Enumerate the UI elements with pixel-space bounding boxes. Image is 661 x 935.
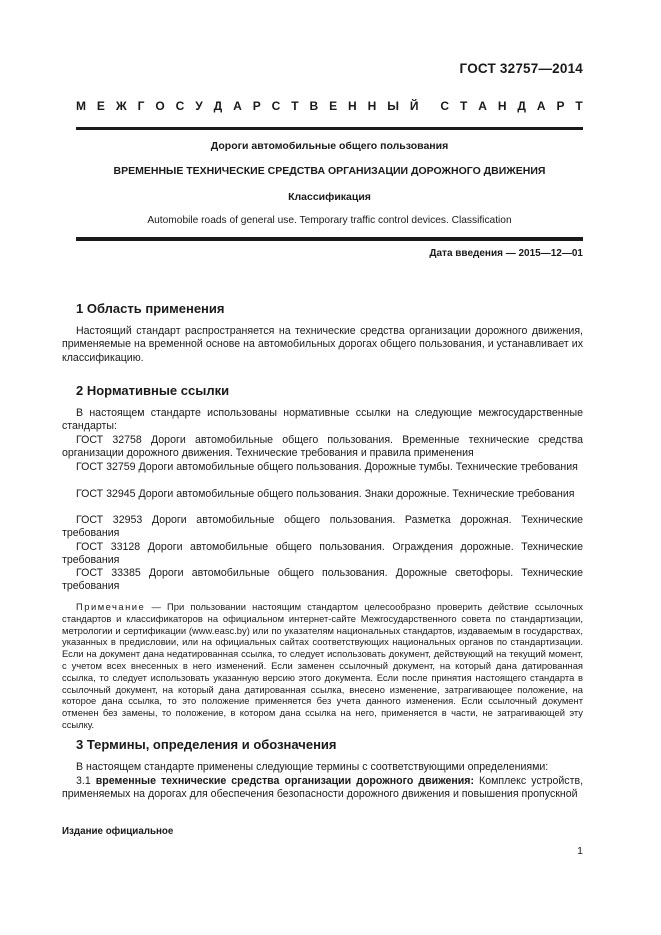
standard-letter: Д bbox=[213, 99, 223, 113]
reference-item: ГОСТ 32759 Дороги автомобильные общего пользования. Дорожные тумбы. Технические требования bbox=[76, 461, 578, 473]
title-line-1: Дороги автомобильные общего пользования bbox=[210, 140, 449, 152]
standard-letter: Д bbox=[517, 99, 526, 113]
document-code: ГОСТ 32757—2014 bbox=[459, 61, 583, 76]
term-number: 3.1 bbox=[76, 775, 96, 787]
standard-letter: С bbox=[175, 99, 185, 113]
standard-letter: Ы bbox=[387, 99, 399, 113]
title-line-2: ВРЕМЕННЫЕ ТЕХНИЧЕСКИЕ СРЕДСТВА ОРГАНИЗАЦИИ ДОРОЖНОГО ДВИЖЕНИЯ bbox=[113, 165, 546, 177]
standard-type-line bbox=[76, 99, 583, 113]
section-2-heading: 2 Нормативные ссылки bbox=[76, 383, 230, 398]
standard-letter: Т bbox=[459, 99, 468, 113]
standard-letter: Й bbox=[409, 99, 419, 113]
standard-letter: Н bbox=[348, 99, 357, 113]
standard-letter: В bbox=[309, 99, 319, 113]
standard-letter: Т bbox=[291, 99, 299, 113]
standard-letter: А bbox=[536, 99, 546, 113]
section-1-heading: 1 Область применения bbox=[76, 301, 225, 316]
bottom-divider bbox=[76, 237, 583, 241]
reference-item: ГОСТ 32945 Дороги автомобильные общего пользования. Знаки дорожные. Технические требования bbox=[76, 488, 575, 500]
term-text: Комплекс устройств, применяемых на дорогах для обеспечения безопасности дорожного движения и повышения пропускной bbox=[62, 775, 584, 801]
introduction-date: Дата введения — 2015—12—01 bbox=[429, 248, 583, 259]
page-number: 1 bbox=[577, 845, 583, 857]
term-definition bbox=[62, 775, 583, 802]
standard-letter: С bbox=[440, 99, 450, 113]
standard-letter: О bbox=[155, 99, 165, 113]
standard-letter: Ж bbox=[115, 99, 127, 113]
reference-item: ГОСТ 33385 Дороги автомобильные общего пользования. Дорожные светофоры. Технические требования bbox=[62, 567, 583, 593]
section-2-intro: В настоящем стандарте использованы нормативные ссылки на следующие межгосударственные стандарты: bbox=[62, 407, 583, 433]
top-divider bbox=[76, 127, 583, 130]
standard-letter: Г bbox=[137, 99, 145, 113]
standard-letter: Т bbox=[575, 99, 583, 113]
standard-letter: Н bbox=[497, 99, 507, 113]
standard-letter: Е bbox=[96, 99, 105, 113]
standard-letter: С bbox=[271, 99, 281, 113]
reference-item: ГОСТ 32953 Дороги автомобильные общего пользования. Разметка дорожная. Технические требования bbox=[62, 514, 583, 540]
section-3-intro: В настоящем стандарте применены следующие термины с соответствующими определениями: bbox=[76, 761, 549, 773]
title-line-3: Классификация bbox=[288, 191, 371, 203]
standard-letter: Е bbox=[329, 99, 338, 113]
reference-item: ГОСТ 32758 Дороги автомобильные общего пользования. Временные технические средства организации дорожного движения. Технические требования и правила применения bbox=[62, 434, 583, 460]
section-1-text: Настоящий стандарт распространяется на технические средства организации дорожного движения, применяемые на временной основе на автомобильных дорогах общего пользования, и устанавливает их классификацию. bbox=[62, 325, 583, 364]
standard-letter: А bbox=[233, 99, 242, 113]
english-title: Automobile roads of general use. Temporary traffic control devices. Classification bbox=[147, 215, 512, 226]
reference-item: ГОСТ 33128 Дороги автомобильные общего пользования. Ограждения дорожные. Технические требования bbox=[62, 541, 583, 567]
standard-letter: М bbox=[76, 99, 86, 113]
standard-letter: Р bbox=[556, 99, 565, 113]
standard-letter: У bbox=[195, 99, 203, 113]
standard-letter: А bbox=[478, 99, 487, 113]
official-edition-label: Издание официальное bbox=[62, 826, 174, 837]
standard-letter: Р bbox=[252, 99, 261, 113]
term-name: временные технические средства организации дорожного движения: bbox=[95, 775, 474, 787]
note-text: — При пользовании настоящим стандартом целесообразно проверить действие ссылочных стандартов и классификаторов на официальном интернет-сайте Межгосударственного совета по стандартизации, метрологии и сертификации (www.easc.by) или по указателям национальных стандартов, издаваемым в государствах, указанных в предисловии, или на официальных сайтах соответствующих национальных органов по стандартизации. Если на документ дана недатированная ссылка, то следует использовать документ, действующий на текущий момент, с учетом всех внесенных в него изменений. Если заменен ссылочный документ, на который дана датированная ссылка, то следует использовать указанную версию этого документа. Если после принятия настоящего стандарта в ссылочный документ, на который дана датированная ссылка, внесено изменение, затрагивающее положение, на которое дана ссылка, то это положение применяется без учета данного изменения. Если ссылочный документ отменен без замены, то положение, в котором дана ссылка на него, применяется в части, не затрагивающей эту ссылку. bbox=[62, 601, 583, 730]
note-label: Примечание bbox=[76, 601, 146, 612]
standard-letter: Н bbox=[367, 99, 377, 113]
note-block bbox=[62, 601, 583, 731]
section-3-heading: 3 Термины, определения и обозначения bbox=[76, 737, 337, 752]
